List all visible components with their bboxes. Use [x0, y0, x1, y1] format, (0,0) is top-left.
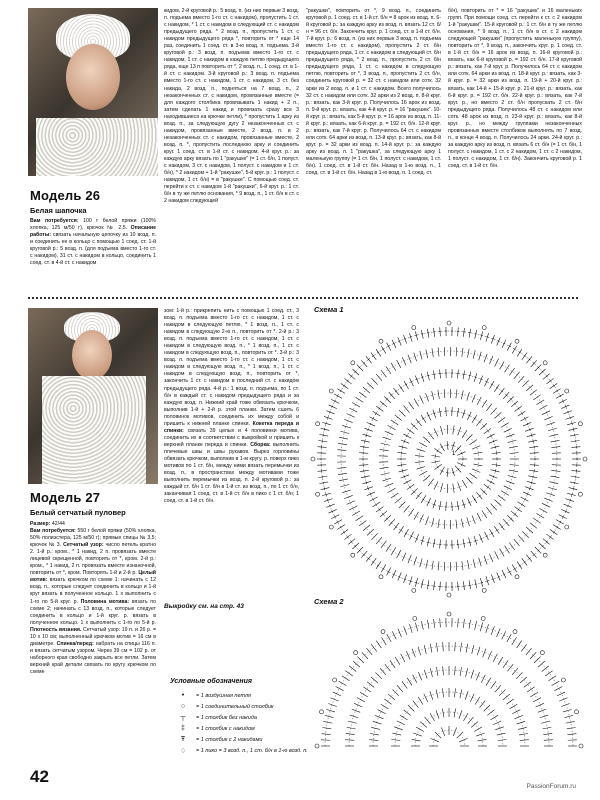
model-26-title: Модель 26	[30, 188, 101, 203]
pattern-reference-link[interactable]: Выкройку см. на стр. 43	[164, 603, 244, 610]
legend-title: Условные обозначения	[170, 678, 253, 685]
col2-mid-text: зом: 1-й р.: прикрепить нить с помощью 1 соед. ст., 3 возд. п. подъема вместо 1-го ст. с накидом, 1 ст. с накидом в следующую петлю, * 1 возд. п., 1 ст. с накидом в следующую 2-ю п., повторить от *. 2-й р.: 3 возд. п. подъема вместо 1-го ст. с накидом, 1 ст. с накидом в следующую возд. п., * 1 возд. п., 1 ст. с накидом в следующую возд. п., повторить от *. 3-й р.: 3 возд. п. подъема вместо 1-го ст. с накидом, 1 ст. с накидом в следующую возд. п., * 1 возд. п., 1 ст. с накидом в следующую возд. п., повторить от *, закончить 1 ст. с накидом в последний ст. с накидом предыдущего ряда. 4-й р.: 1 возд. п. подъема, по 1 ст. б/н в каждый ст. с накидом предыдущего ряда и за каждую возд. п. Нижний край тоже обвязать крючком, выполнив 1-й + 2-й р. этой планки. Затем сшить 6 половинок мотивов, соединить их между собой и пришить к нижней планке спинки.	[164, 308, 299, 427]
materials-label: Вам потребуется:	[30, 218, 79, 224]
svg-text:1: 1	[452, 451, 456, 457]
density-text: Сетчатый узор: 19 п. и 26 р. = 10 х 10 см; выполненный крючком мотив = 16 см в диаметре.	[30, 626, 156, 647]
mesh-text: число петель кратно 2. 1-й р.: кром., * 1 накид, 2 п. провязать вместе лицевой скрещенной, повторить от *, кром. 2-й р.: кром., * 1 накид, 2 п. провязать вместе изнаночной, повторить от *, кром. Повторять 1-й и 2-й р.	[30, 542, 156, 577]
half-motif-text: вязать по схеме 2; начинать с 13 возд. п., которые следует соединить в кольцо и 1-й круг. р. вязать в полученное кольцо. 1 х выполнить с 1-го по 5-й р.	[30, 598, 156, 626]
assembly-label: Сборка:	[250, 441, 271, 448]
half-motif-label: Половина мотива:	[80, 598, 130, 605]
legend-symbol-icon: ┬	[180, 714, 186, 721]
model-27-subtitle: Белый сетчатый пуловер	[30, 508, 126, 517]
photo-model-27	[28, 308, 158, 484]
legend-text: = 1 воздушная петля	[196, 692, 251, 699]
schema-1-diagram	[304, 314, 594, 604]
legend-text: = 1 пико = 3 возд. п., 1 ст. б/н в 1-ю возд. п.	[196, 748, 308, 754]
assembly-text: выполнить плечевые швы и швы рукавов. Вырез горловины обвязать крючком, выполнив в 1-м кругу. р. поверх пико мотивов по 1 ст. б/н, между ними вязать перемычки из возд. п., в пространствах между мотивами тоже выполнить перемычки из возд. п. 2-й круговой р.: за каждый ст. б/н 1 ст. б/н в 1-й ст. из возд. п., по 1 ст. б/н, заканчивая 1 соед. ст. в 1-й ст. б/н в пико с 1 ст. б/н; 1 соед. ст. в 1-й ст. б/н.	[164, 441, 299, 505]
text-column-2-top: кидом, 2-й круговой р.: 5 возд. п. (из них первые 3 возд. п. подъема вместо 1-го ст. с накидом), пропустить 1 ст. с накидом, * 1 ст. с накидом в следующий ст. с накидом предыдущего ряда, * 2 возд. п., пропустить 1 ст. с накидом предыдущего ряда *, повторить от * еще 14 раз, соединить 1 соед. ст. в 3-ю возд. п. подъема. 3-й круговой р.: 3 возд. п. подъема вместо 1-го ст. с накидом, 1 ст. с накидом в каждую петлю предыдущего ряда, еще 13 п повторить от *, 2 возд. п., 1 соед. ст. в 1-й ст. с накидом. 3-й круговой р.: 3 возд. п. подъема вместо 1-го ст. с накидом, 1 ст. с накидом, 3 ст. без накида, 2 возд. п., подняться на 7 возд. п., 2 незаконченных ст. с накидом, провязанные вместе (= для каждого столбика провязывать 1 накид + 2 п., затем сделать 1 накид и провязать сразу все 3 находившиеся на крючке петли), * пропустить 1 арку из возд. п., за следующую дугу 2 незаконченных ст. с накидом, провязанные вместе, 2 возд. п. и 2 незаконченных ст. с накидом, провязанные вместе, 2 возд. п. *, пропустить последнюю арку и соединить круг. 1 соед. ст. в 1-й ст. с накидом. 4-й круг. р.: за каждую арку вязать по 1 "ракушке" (= 1 ст. б/н, 1 полуст. с накидом, 3 ст. с накидом, 1 полуст. с накидом и 1 ст. б/н), * 2 накидом + 1-й "ракушке", 5-й круг. р.: 1 полуст. с накидом, 1 ст. б/н) = в "ракушке". С помощью соед. ст. перейти к ст. с накидом 1-й "ракушки", 6-й круг. р.: 1 ст. б/н в ту же петлю основания, * 9 возд. п., 1 ст. б/н в ст. с 2 накидом следующей	[164, 8, 299, 205]
legend-symbol-icon: ♢	[179, 748, 187, 755]
size-text: 42/44	[51, 521, 65, 527]
cokette-label: Кокетка переда и спинки:	[164, 420, 300, 434]
text-column-3-top: "ракушки", повторить от *, 9 возд. п., соединить круговой р. 1 соед. ст. в 1-й ст. б/н = 8 арок из возд. п. 6-й круговой р.: за каждую арку из возд. п. вязать 12 ст. б/н = 96 ст. б/н. Закончить круг. р. 1 соед. ст. в 1-й ст. б/н. 7-й круг. р.: 6 возд. п. (из них первые 3 возд. п. подъема вместо 1-го ст. с накидом), пропустить 2 ст. б/н предыдущего ряда, 1 ст. с накидом в следующий ст. б/н предыдущего ряда, * 2 возд. п., пропустить 2 ст. б/н предыдущего ряда, 1 ст. с накидом в следующую петлю, повторить от *, 3 возд. п., пропустить 2 ст. б/н, соединить круговой р. = 32 ст. с накидом или сотк. 32 арки из 2 возд. п. и 1 ст. с накидом. Всего получилось 32 ст. с накидом или сотк. 32 арки из 2 возд. п. 8-й круг. р.: вязать, как 3-й круг. р. Получилось 16 арок из возд. п. 9-й круг. р.: вязать, как 4-й круг. р. = 16 "ракушек". 10-й круг. р.: вязать, как 5-й круг. р. = 16 арок из возд. п. 11-й круг. р.: вязать, как 6-й круг. р. = 192 ст. б/н. 12-й круг. р.: вязать, как 7-й круг. р. Получилось 64 ст. с накидом или сотк. 64 арки из возд. п. 13-й круг. р.: вязать, как 8-й круг. р. = 32 арки из возд. п. 14-й круг. р.: за каждую арку из возд. п. 1 "ракушка", за следующую арку 1 маленькую группу (= 1 ст. б/н, 1 полуст. с накидом, 1 ст. б/н). 1 соед. ст. в 1-й ст. б/н. Назад в 1-ю возд. п., 1 соед. ст. в 1-й ст. б/н. Назад в 1-ю возд. п. 1 соед. ст.	[306, 8, 441, 177]
legend-item	[176, 714, 257, 721]
legend-item	[176, 725, 255, 732]
legend-item	[176, 703, 274, 710]
watermark: PassionForum.ru	[526, 783, 576, 790]
section-divider	[28, 297, 578, 299]
materials-text: 550 г белой пряжи (50% хлопка, 50% полиэстера, 125 м/50 г); прямые спицы № 3,5; крючок № 3.	[30, 528, 156, 549]
legend-text: = 1 столбик с 2 накидами	[196, 736, 263, 743]
legend-text: = 1 столбик с накидом	[196, 725, 255, 732]
legend-item	[176, 747, 308, 755]
legend-symbol-icon: ○	[180, 703, 186, 710]
model-26-subtitle: Белая шапочка	[30, 206, 87, 215]
back-front-label: Спинка/перед:	[56, 640, 94, 647]
materials-text: 100 г белой пряжи (100% хлопка, 125 м/50 г), крючок № 2,5.	[30, 218, 156, 232]
model-27-text	[30, 521, 156, 676]
legend-text: = 1 соединительный столбик	[196, 703, 274, 710]
schema-2-title: Схема 2	[314, 597, 344, 606]
description-text: связать начальную цепочку из 10 возд. п. и соединить ее в кольцо с помощью 1 соед. ст. 1-й круговой р.: 5 возд. п. (для подъема вместо 1-го ст. с накидом), 31 ст. с накидом в кольцо, соединить 1 соед. ст. в 4-й ст. с накидом	[30, 232, 156, 267]
whole-motif-label: Целый мотив:	[30, 570, 156, 584]
model-27-title: Модель 27	[30, 490, 101, 505]
legend-symbol-icon: ‡	[181, 725, 185, 732]
text-column-4-top: б/н), повторить от * = 16 "ракушек" и 16 маленьких групп. При помощи соед. ст. перейти к ст. с 2 накидом 1-й "ракушки". 15-й круговой р.: 1 ст. б/н в ту же петлю основания, * 9 возд. п., 1 ст. б/н в ст. с 2 накидом следующей "ракушки" (пропустить маленькую группу), повторить от *, 9 возд. п., закончить круг. р. 1 соед. ст. в 1-й ст. б/н = 16 арок из возд. п. 16-й круговой р.: вязать, как 6-й круговой р. = 192 ст. б/н. 17-й круговой р.: вязать, как 7-й круг. р. Получилось 64 ст. с накидом или сотк. 64 арки из возд. п. 18-й круг. р.: вязать, как 3-й круг. р. = 32 арки из возд. п. 19-й + 20-й круг. р.: вязать, как 14-й + 15-й круг. р. 21-й круг. р.: вязать, как 6-й круг. р. = 192 ст. б/н. 22-й круг. р.: вязать, как 7-й круг. р., но вместо 2 ст. б/н пропускать 2 ст. б/н предыдущего ряда. Получилось 48 ст. с накидом или сотк. 48 арок из возд. п. 23-й круг. р.: вязать, как 8-й круг. р., но между группами незаконченных провязанных вместе столбиков выполнять по 7 возд. п., в конце 4 возд. п. Получилось 24 арки. 24-й круг. р.: за каждую арку из возд. п. вязать 6 ст. б/н (= 1 ст. б/н, 1 полуст. с накидом, 1 ст. с 2 накидом, 1 ст. с 2 накидом, 1 полуст. с накидом, 1 ст. б/н). Закончить круговой р. 1 соед. ст. в 1-й ст. б/н.	[448, 8, 582, 170]
schema-1-title: Схема 1	[314, 305, 344, 314]
legend-symbol-icon: •	[181, 692, 185, 699]
mesh-label: Сетчатый узор:	[63, 542, 104, 549]
cokette-text: связать 39 целых и 4 половинки мотива, соединить их в соответствии с выкройкой и пришить к верхней планке переда и спинки.	[164, 427, 299, 448]
legend-symbol-icon: Ŧ	[180, 736, 186, 743]
density-label: Плотность вязания.	[30, 626, 82, 633]
materials-label: Вам потребуется:	[30, 528, 76, 535]
whole-motif-text: вязать крючком по схеме 1: начинать с 12 возд. п., которые следует соединить в кольцо и 1-й круг вязать в полученное кольцо. 1 х выполнить с 1-го по 5-й круг. р.	[30, 577, 156, 605]
legend-item	[176, 692, 251, 699]
text-column-2-mid	[164, 308, 299, 505]
legend-text: = 1 столбик без накида	[196, 714, 257, 721]
schema-2-diagram	[304, 604, 594, 754]
model-26-text	[30, 218, 156, 267]
description-label: Описание работы:	[30, 225, 156, 239]
back-front-text: набрать на спицы 116 п. и вязать сетчатым узором. Через 39 см = 102 р. от наборного края свободно закрыть все петли. Затем верхний край детали связать по кругу крючком по схеме	[30, 640, 156, 675]
page-number: 42	[30, 767, 49, 786]
legend-item	[176, 736, 262, 743]
size-label: Размер:	[30, 521, 51, 527]
photo-model-26	[28, 8, 158, 176]
